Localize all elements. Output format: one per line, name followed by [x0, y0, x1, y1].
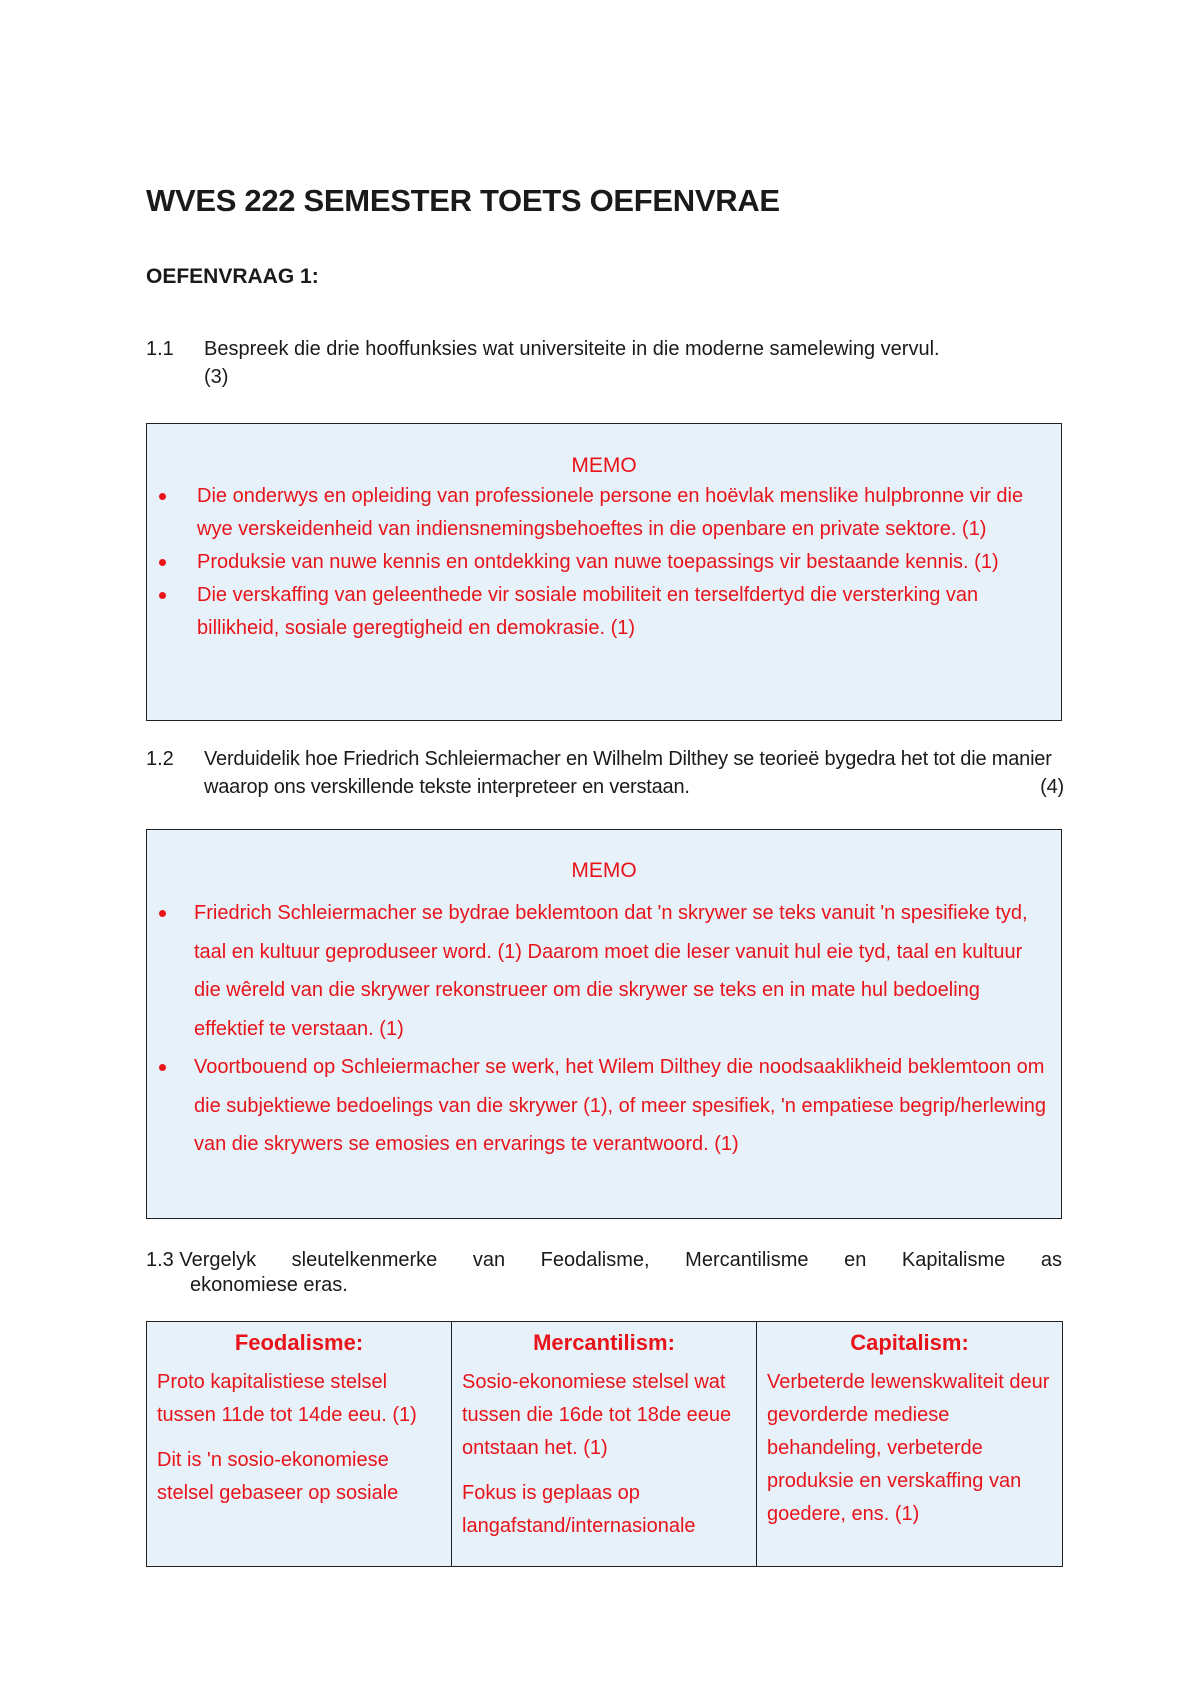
cell-paragraph: Verbeterde lewenskwaliteit deur gevorderde mediese behandeling, verbeterde produksie en verskaffing van goedere, ens. (1): [767, 1370, 1050, 1525]
memo-item-text: Voortbouend op Schleiermacher se werk, het Wilem Dilthey die noodsaaklikheid beklemtoon om die subjektiewe bedoelings van die skrywer (1), of meer spesifiek, 'n empatiese begrip/herlewing van die skrywers se emosies en ervarings te verantwoord. (1): [194, 1056, 1047, 1155]
question-number: 1.1: [146, 338, 174, 360]
memo-item-text: Produksie van nuwe kennis en ontdekking van nuwe toepassings vir bestaande kennis. (1): [197, 551, 999, 573]
memo-box-2: [146, 829, 1062, 1219]
memo-title: MEMO: [571, 454, 637, 477]
memo-list: [147, 480, 1061, 645]
question-body: Bespreek die drie hooffunksies wat universiteite in die moderne samelewing vervul.: [204, 338, 940, 360]
memo-list: [147, 894, 1061, 1164]
memo-item-text: Die onderwys en opleiding van professionele persone en hoëvlak menslike hulpbronne vir die wye verskeidenheid van indiensnemingsbehoeftes in die openbare en private sektore. (1): [197, 485, 1024, 540]
bullet-icon: [159, 559, 166, 566]
question-text: [204, 335, 1064, 391]
section-heading: OEFENVRAAG 1:: [146, 265, 319, 288]
column-header-capitalism: Capitalism:: [757, 1322, 1063, 1366]
question-word: as: [1040, 1249, 1062, 1271]
question-word: Mercantilisme: [685, 1249, 809, 1271]
cell-paragraph: Fokus is geplaas op langafstand/internasionale: [462, 1481, 696, 1537]
column-header-feodalisme: Feodalisme:: [147, 1322, 452, 1366]
question-word: Kapitalisme: [901, 1249, 1006, 1271]
bullet-icon: [159, 493, 166, 500]
memo-item: [147, 579, 1061, 645]
question-word: Feodalisme,: [540, 1249, 650, 1271]
question-text: [204, 745, 1064, 801]
question-line: ekonomiese eras.: [190, 1274, 348, 1296]
memo-item: [147, 1048, 1061, 1164]
document-title: WVES 222 SEMESTER TOETS OEFENVRAE: [146, 183, 780, 218]
question-1-1: [146, 335, 1064, 391]
comparison-table: [146, 1321, 1063, 1567]
question-marks: (4): [1040, 776, 1064, 798]
question-1-3: [146, 1248, 1062, 1298]
question-word: sleutelkenmerke: [291, 1249, 438, 1271]
bullet-icon: [159, 910, 166, 917]
question-number: 1.2: [146, 748, 174, 770]
question-word: en: [844, 1249, 867, 1271]
memo-item-text: Die verskaffing van geleenthede vir sosiale mobiliteit en terselfdertyd die versterking van billikheid, sosiale geregtigheid en demokrasie. (1): [197, 584, 979, 639]
question-body: Verduidelik hoe Friedrich Schleiermacher en Wilhelm Dilthey se teorieë bygedra het tot die manier waarop ons verskillende tekste interpreteer en verstaan.: [204, 748, 1052, 798]
bullet-icon: [159, 592, 166, 599]
question-marks: (3): [204, 366, 229, 388]
column-header-mercantilism: Mercantilism:: [452, 1322, 757, 1366]
question-word: van: [472, 1249, 506, 1271]
table-cell: [757, 1366, 1063, 1567]
memo-box-1: [146, 423, 1062, 721]
cell-paragraph: Dit is 'n sosio-ekonomiese stelsel gebaseer op sosiale: [157, 1448, 399, 1504]
memo-item: [147, 894, 1061, 1048]
cell-paragraph: Proto kapitalistiese stelsel tussen 11de tot 14de eeu. (1): [157, 1370, 417, 1426]
table-cell: [452, 1366, 757, 1567]
memo-title: MEMO: [571, 859, 637, 882]
question-1-2: [146, 745, 1064, 801]
question-number-text: 1.3 Vergelyk: [146, 1249, 257, 1271]
table-header-row: [147, 1322, 1063, 1366]
question-line: [146, 1248, 1062, 1273]
cell-paragraph: Sosio-ekonomiese stelsel wat tussen die 16de tot 18de eeue ontstaan het. (1): [462, 1370, 732, 1459]
memo-item: [147, 480, 1061, 546]
bullet-icon: [159, 1064, 166, 1071]
table-row: [147, 1366, 1063, 1567]
memo-item: [147, 546, 1061, 579]
memo-item-text: Friedrich Schleiermacher se bydrae beklemtoon dat 'n skrywer se teks vanuit 'n spesifieke tyd, taal en kultuur geproduseer word. (1) Daarom moet die leser vanuit hul eie tyd, taal en kultuur die wêreld van die skrywer rekonstrueer om die skrywer se teks en in mate hul bedoeling effektief te verstaan. (1): [194, 902, 1028, 1040]
table-cell: [147, 1366, 452, 1567]
